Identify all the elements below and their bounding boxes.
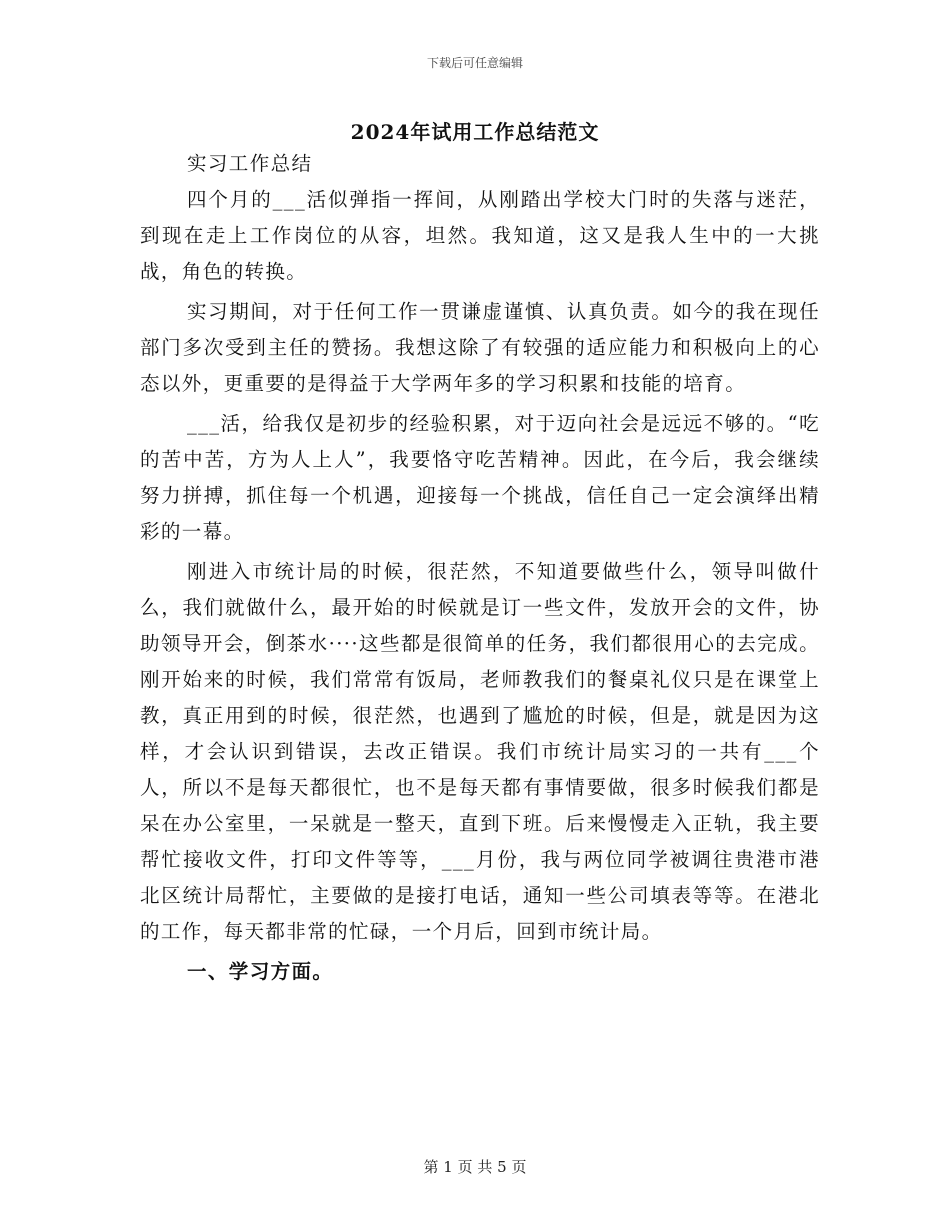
document-subtitle: 实习工作总结 xyxy=(187,152,313,175)
page-number: 第 1 页 共 5 页 xyxy=(423,1158,527,1176)
body-paragraph-1: 四个月的___活似弹指一挥间，从刚踏出学校大门时的失落与迷茫，到现在走上工作岗位的从容，坦然。我知道，这又是我人生中的一大挑战，角色的转换。 xyxy=(140,188,820,283)
document-body xyxy=(140,146,820,990)
body-paragraph-3: ___活，给我仅是初步的经验积累，对于迈向社会是远远不够的。“吃的苦中苦，方为人上人”，我要恪守吃苦精神。因此，在今后，我会继续努力拼搏，抓住每一个机遇，迎接每一个挑战，信任自己一定会演绎出精彩的一幕。 xyxy=(140,412,820,543)
document-title: 2024年试用工作总结范文 xyxy=(350,120,600,144)
body-paragraph-2: 实习期间，对于任何工作一贯谦虚谨慎、认真负责。如今的我在现任部门多次受到主任的赞扬。我想这除了有较强的适应能力和积极向上的心态以外，更重要的是得益于大学两年多的学习积累和技能的培育。 xyxy=(140,300,820,395)
page-header-note: 下载后可任意编辑 xyxy=(426,56,523,70)
section-heading: 一、学习方面。 xyxy=(187,960,334,983)
body-paragraph-4: 刚进入市统计局的时候，很茫然，不知道要做些什么，领导叫做什么，我们就做什么，最开始的时候就是订一些文件，发放开会的文件，协助领导开会，倒茶水····这些都是很简单的任务，我们都很用心的去完成。刚开始来的时候，我们常常有饭局，老师教我们的餐桌礼仪只是在课堂上教，真正用到的时候，很茫然，也遇到了尴尬的时候，但是，就是因为这样，才会认识到错误，去改正错误。我们市统计局实习的一共有___个人，所以不是每天都很忙，也不是每天都有事情要做，很多时候我们都是呆在办公室里，一呆就是一整天，直到下班。后来慢慢走入正轨，我主要帮忙接收文件，打印文件等等，___月份，我与两位同学被调往贵港市港北区统计局帮忙，主要做的是接打电话，通知一些公司填表等等。在港北的工作，每天都非常的忙碌，一个月后，回到市统计局。 xyxy=(140,560,820,943)
